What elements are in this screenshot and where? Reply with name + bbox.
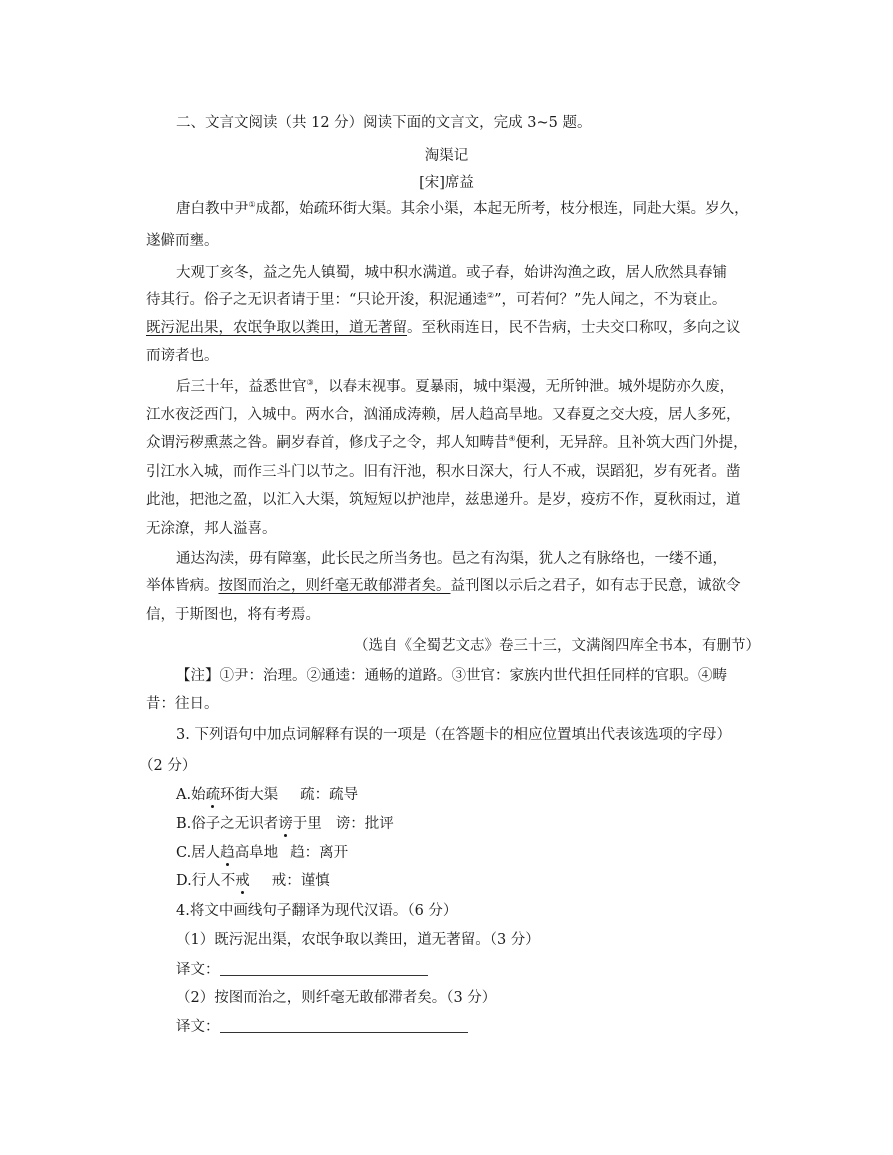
passage-p2-line2: 待其行。俗子之无识者请于里：“只论开浚，积泥通逵②”，可若何？”先人闻之，不为衰止。 [146,291,727,308]
footnote-marker-1: ① [248,200,256,209]
underlined-sentence-1: 既污泥出果，农氓争取以粪田，道无著留 [146,320,407,336]
passage-p1-line2: 遂僻而壅。 [146,233,219,249]
underlined-sentence-2: 按图而治之，则纤毫无敢郁滞者矣。 [218,578,451,594]
question-3-points: （2 分） [139,758,197,774]
passage-p3-line1: 后三十年，益悉世官③，以春末视事。夏暴雨，城中渠漫，无所钟泄。城外堤防亦久废， [176,378,735,395]
question-3-option-d: D.行人不戒 戒：谨慎 [176,873,330,889]
passage-author: [宋]席益 [419,175,474,191]
dotted-word: 疏 [205,787,221,803]
passage-p4-line3: 信，于斯图也，将有考焉。 [146,607,320,623]
notes-line1: 【注】①尹：治理。②通逵：通畅的道路。③世官：家族内世代担任同样的官职。④畴 [176,668,727,684]
passage-p4-line2: 举体皆病。按图而治之，则纤毫无敢郁滞者矣。益刊图以示后之君子，如有志于民意，诚欲令 [146,578,741,594]
notes-line2: 昔：往日。 [146,696,219,712]
footnote-marker-3: ③ [306,378,314,387]
question-4-answer-2: 译文： [176,1017,468,1037]
question-3-option-a: A.始疏环街大渠 疏：疏导 [176,787,359,803]
question-3-stem: 3. 下列语句中加点词解释有误的一项是（在答题卡的相应位置填出代表该选项的字母） [176,727,731,743]
question-3-option-c: C.居人趋高阜地 趋：离开 [176,845,349,861]
footnote-marker-4: ④ [508,434,516,443]
dotted-word: 趋 [220,845,235,861]
answer-blank-1[interactable] [220,960,428,976]
passage-p3-line4: 引江水入城，而作三斗门以节之。旧有汗池，积水日深大，行人不戒，误蹈犯，岁有死者。凿 [146,464,741,480]
question-4-answer-1: 译文： [176,960,428,980]
question-4-stem: 4.将文中画线句子翻译为现代汉语。（6 分） [176,903,458,919]
passage-title: 淘渠记 [424,148,469,164]
passage-p4-line1: 通达沟渎，毋有障塞，此长民之所当务也。邑之有沟渠，犹人之有脉络也，一缕不通， [176,551,727,567]
section-heading: 二、文言文阅读（共 12 分）阅读下面的文言文，完成 3~5 题。 [176,115,592,131]
question-3-option-b: B.俗子之无识者谤于里 谤：批评 [176,816,394,832]
answer-blank-2[interactable] [220,1017,468,1033]
dotted-word: 戒 [235,873,250,889]
passage-p2-line1: 大观丁亥冬，益之先人镇蜀，城中积水满道。或子春，始讲沟渔之政，居人欣然具春铺 [176,265,727,281]
passage-p3-line5: 此池，把池之盈，以汇入大渠，筑短短以护池岸，兹患递升。是岁，疫疠不作，夏秋雨过，道 [146,492,741,508]
question-4-sentence-2: （2）按图而治之，则纤毫无敢郁滞者矣。（3 分） [176,990,497,1006]
passage-p3-line3: 众谓污秽熏蒸之咎。嗣岁春首，修戊子之令，邦人知畴昔④便利，无异辞。且补筑大西门外提， [146,434,748,451]
footnote-marker-2: ② [486,291,495,300]
passage-p2-line3: 既污泥出果，农氓争取以粪田，道无著留。至秋雨连日，民不告病，士夫交口称叹，多向之议 [146,320,741,336]
question-4-sentence-1: （1）既污泥出渠，农氓争取以粪田，道无著留。（3 分） [176,932,540,948]
passage-source: （选自《全蜀艺文志》卷三十三，文满阁四库全书本，有删节） [354,638,760,654]
passage-p2-line4: 而谤者也。 [146,348,219,364]
dotted-word: 谤 [278,816,293,832]
passage-p1-line1: 唐白教中尹①成都，始疏环街大渠。其余小渠，本起无所考，枝分根连，同赴大渠。岁久， [176,200,749,217]
passage-p3-line6: 无涂潦，邦人溢喜。 [146,521,277,537]
passage-p3-line2: 江水夜泛西门，入城中。两水合，汹涌成涛赖，居人趋高旱地。又春夏之交大疫，居人多死， [146,407,741,423]
